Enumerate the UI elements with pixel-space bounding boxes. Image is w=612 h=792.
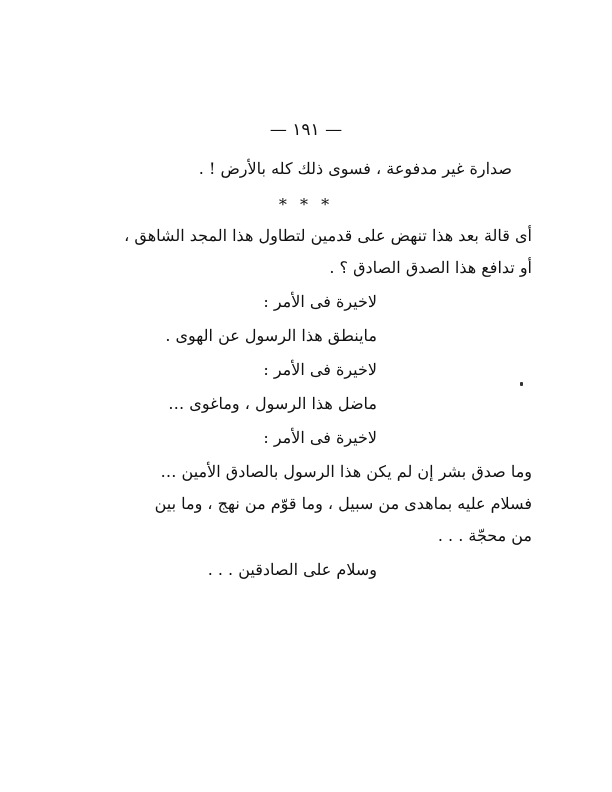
text-line-5: ماضل هذا الرسول ، وماغوى … bbox=[168, 394, 377, 413]
page-number: — ١٩١ — bbox=[269, 120, 343, 140]
refrain-line-1: لاخيرة فى الأمر : bbox=[263, 292, 377, 311]
text-line-4: ماينطق هذا الرسول عن الهوى . bbox=[165, 326, 377, 345]
text-line-1: صدارة غير مدفوعة ، فسوى ذلك كله بالأرض ! . bbox=[198, 159, 512, 178]
scan-speck bbox=[520, 382, 523, 386]
text-line-9: وسلام على الصادقين . . . bbox=[207, 560, 377, 579]
refrain-line-3: لاخيرة فى الأمر : bbox=[263, 428, 377, 447]
text-line-8: من محجّة . . . bbox=[437, 526, 532, 545]
refrain-line-2: لاخيرة فى الأمر : bbox=[263, 360, 377, 379]
text-line-2: أى قالة بعد هذا تنهض على قدمين لتطاول هذا المجد الشاهق ، bbox=[124, 226, 532, 245]
text-line-3: أو تدافع هذا الصدق الصادق ؟ . bbox=[329, 258, 532, 277]
text-line-6: وما صدق بشر إن لم يكن هذا الرسول بالصادق الأمين … bbox=[160, 462, 532, 481]
section-separator: * * * bbox=[278, 195, 334, 214]
text-line-7: فسلام عليه بماهدى من سبيل ، وما قوّم من نهج ، وما بين bbox=[154, 494, 532, 513]
